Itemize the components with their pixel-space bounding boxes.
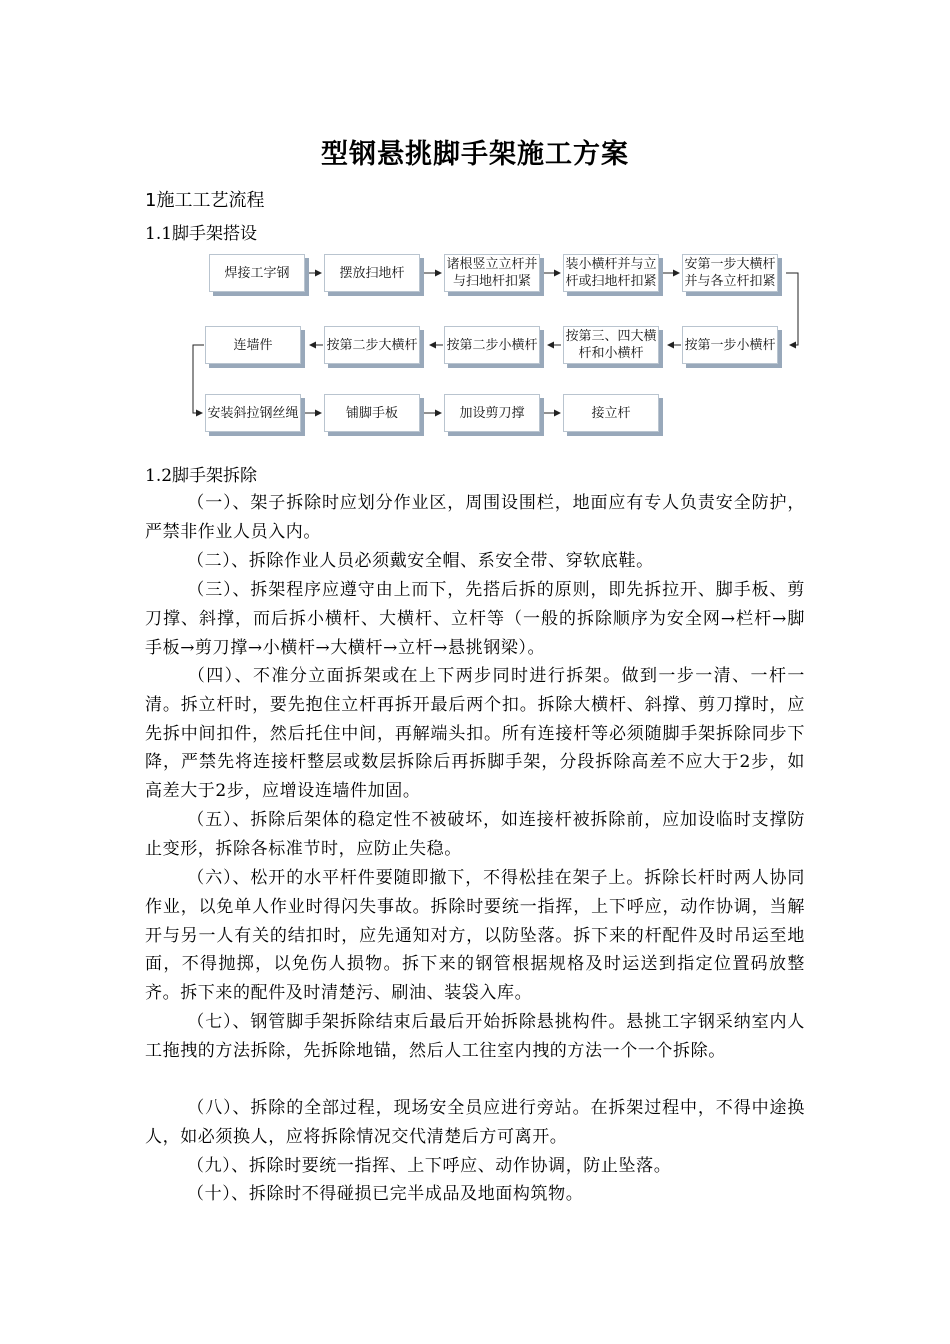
flow-step-install-small-crossbar: 装小横杆并与立杆或扫地杆扣紧 <box>563 254 659 292</box>
flow-step-erect-standards: 诸根竖立立杆并与扫地杆扣紧 <box>444 254 540 292</box>
flow-step-wall-tie: 连墙件 <box>205 326 301 364</box>
flow-step-third-fourth-crossbars: 按第三、四大横杆和小横杆 <box>563 326 659 364</box>
flow-step-second-big-crossbar: 按第二步大横杆 <box>324 326 420 364</box>
flow-step-second-small-crossbar: 按第二步小横杆 <box>444 326 540 364</box>
paragraph-7: （七）、钢管脚手架拆除结束后最后开始拆除悬挑构件。悬挑工字钢采纳室内人工拖拽的方法拆除，先拆除地锚，然后人工往室内拽的方法一个一个拆除。 <box>145 1012 805 1061</box>
arrow-5 <box>786 273 798 345</box>
flow-chart <box>0 0 950 450</box>
paragraph-3: （三）、拆架程序应遵守由上而下，先搭后拆的原则，即先拆拉开、脚手板、剪刀撑、斜撑，而后拆小横杆、大横杆、立杆等（一般的拆除顺序为安全网→栏杆→脚手板→剪刀撑→小横杆→大横杆→立杆→悬挑钢梁）。 <box>145 580 805 658</box>
flow-step-place-sweep-rod: 摆放扫地杆 <box>324 254 420 292</box>
flow-step-add-scissor-brace: 加设剪刀撑 <box>444 394 540 432</box>
paragraph-4: （四）、不准分立面拆架或在上下两步同时进行拆架。做到一步一清、一杆一清。拆立杆时，要先抱住立杆再拆开最后两个扣。拆除大横杆、斜撑、剪刀撑时，应先拆中间扣件，然后托住中间，再解端头扣。所有连接杆等必须随脚手架拆除同步下降，严禁先将连接杆整层或数层拆除后再拆脚手架，分段拆除高差不应大于2步，如高差大于2步，应增设连墙件加固。 <box>145 666 805 802</box>
flow-step-install-diagonal-cable: 安装斜拉钢丝绳 <box>205 394 301 432</box>
paragraph-1: （一）、架子拆除时应划分作业区，周围设围栏，地面应有专人负责安全防护，严禁非作业人员入内。 <box>145 493 805 542</box>
flow-connectors <box>0 0 950 450</box>
section-heading-1-1: 1.1脚手架搭设 <box>145 224 258 244</box>
paragraph-10: （十）、拆除时不得碰损已完半成品及地面构筑物。 <box>187 1184 584 1204</box>
flow-step-lay-scaffold-board: 铺脚手板 <box>324 394 420 432</box>
flow-step-first-small-crossbar: 按第一步小横杆 <box>682 326 778 364</box>
flow-step-first-big-crossbar: 安第一步大横杆并与各立杆扣紧 <box>682 254 778 292</box>
section-heading-1: 1施工工艺流程 <box>145 190 265 211</box>
section-heading-1-2: 1.2脚手架拆除 <box>145 466 258 486</box>
paragraph-5: （五）、拆除后架体的稳定性不被破坏，如连接杆被拆除前，应加设临时支撑防止变形，拆除各标准节时，应防止失稳。 <box>145 810 805 859</box>
document-title: 型钢悬挑脚手架施工方案 <box>321 139 629 170</box>
flow-step-extend-standard: 接立杆 <box>563 394 659 432</box>
arrow-10 <box>193 345 204 413</box>
flow-step-weld-i-beam: 焊接工字钢 <box>209 254 305 292</box>
paragraph-9: （九）、拆除时要统一指挥、上下呼应、动作协调，防止坠落。 <box>187 1156 672 1176</box>
paragraph-6: （六）、松开的水平杆件要随即撤下，不得松挂在架子上。拆除长杆时两人协同作业，以免单人作业时得闪失事故。拆除时要统一指挥，上下呼应，动作协调，当解开与另一人有关的结扣时，应先通知对方，以防坠落。拆下来的杆配件及时吊运至地面，不得抛掷，以免伤人损物。拆下来的钢管根据规格及时运送到指定位置码放整齐。拆下来的配件及时清楚污、刷油、装袋入库。 <box>145 868 805 1004</box>
paragraph-2: （二）、拆除作业人员必须戴安全帽、系安全带、穿软底鞋。 <box>187 551 654 571</box>
paragraph-8: （八）、拆除的全部过程，现场安全员应进行旁站。在拆架过程中，不得中途换人，如必须换人，应将拆除情况交代清楚后方可离开。 <box>145 1098 805 1147</box>
